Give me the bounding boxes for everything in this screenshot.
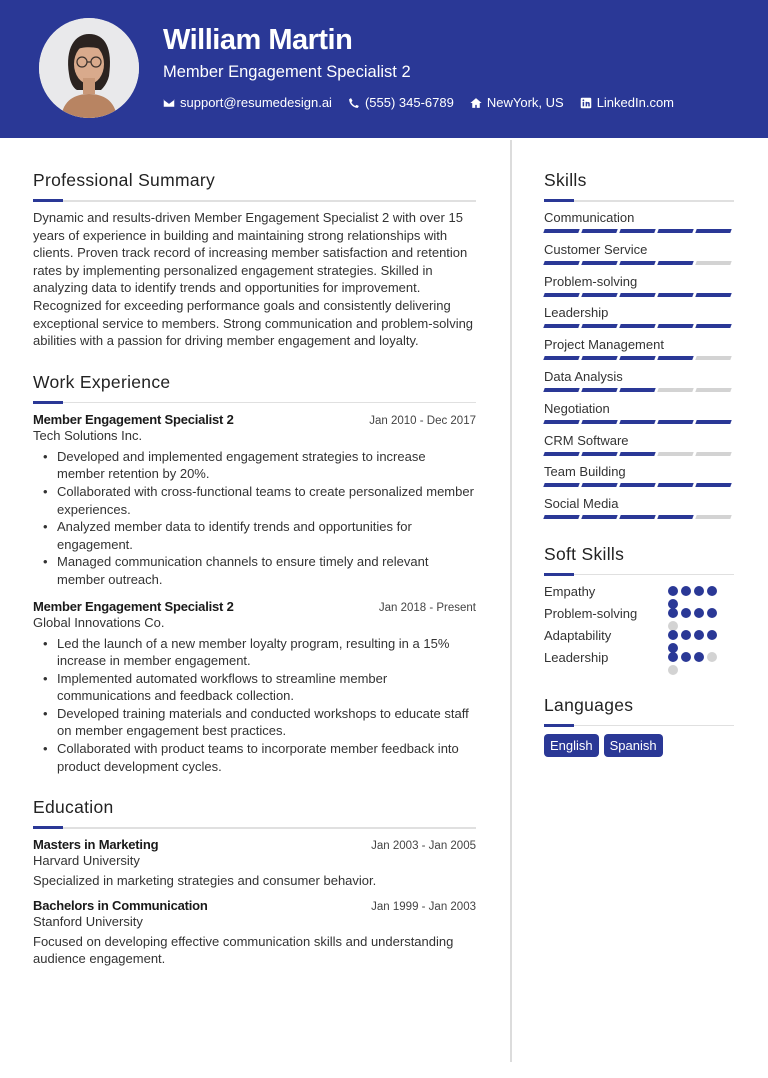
skill-level-segment [695,452,731,456]
contact-list [163,95,674,110]
skill-level-segment [657,229,693,233]
job-bullet: • Developed and implemented engagement strategies to increase member retention by 20%. [33,448,476,483]
job-title: Member Engagement Specialist 2 [33,411,234,427]
soft-skill-item [544,583,734,605]
skill-level-segment [581,324,617,328]
skill-level-bar [544,420,734,424]
skill-name: Problem-solving [544,273,638,289]
job-bullet: • Collaborated with product teams to incorporate member feedback into product development cycles. [33,740,476,775]
candidate-name: William Martin [163,24,353,56]
languages-list [544,734,734,757]
skill-level-segment [657,420,693,424]
skill-item [544,241,734,273]
section-title: Education [33,797,114,818]
skill-name: Social Media [544,496,619,512]
education-entry [33,837,476,890]
skill-level-segment [619,420,655,424]
soft-skill-item [544,627,734,649]
skill-level-segment [619,452,655,456]
rating-dot-icon [681,652,691,662]
language-tag: Spanish [604,734,663,757]
summary-section [33,170,476,350]
job-entry [33,412,476,589]
skill-level-segment [543,483,579,487]
school-name: Harvard University [33,853,140,869]
skill-level-segment [543,452,579,456]
education-section [33,797,476,968]
section-underline [33,199,476,202]
skill-level-segment [543,388,579,392]
skill-level-bar [544,452,734,456]
contact-email[interactable] [163,95,332,110]
job-date: Jan 2010 - Dec 2017 [369,414,476,427]
skill-name: Customer Service [544,241,648,257]
skill-level-segment [581,229,617,233]
section-underline [544,724,734,727]
degree-title: Bachelors in Communication [33,897,208,913]
skill-level-segment [657,483,693,487]
skill-level-segment [581,483,617,487]
skill-level-segment [695,229,731,233]
job-title: Member Engagement Specialist 2 [33,598,234,614]
skill-level-segment [543,356,579,360]
contact-email-text: support@resumedesign.ai [180,95,332,110]
skill-level-segment [619,324,655,328]
skill-level-bar [544,293,734,297]
contact-location [470,95,564,110]
job-bullet: • Managed communication channels to ensure timely and relevant member outreach. [33,553,476,588]
skills-section [544,170,734,527]
soft-skill-name: Problem-solving [544,605,638,621]
home-icon [470,97,482,109]
rating-dot-icon [681,630,691,640]
rating-dot-icon [694,586,704,596]
phone-icon [348,97,360,109]
skill-level-bar [544,261,734,265]
school-name: Stanford University [33,913,143,929]
skill-level-segment [695,388,731,392]
job-bullet: • Implemented automated workflows to streamline member communications and feedback collection. [33,670,476,705]
section-title: Languages [544,694,634,715]
envelope-icon [163,97,175,109]
job-date: Jan 2018 - Present [378,601,476,614]
skill-name: Leadership [544,305,609,321]
skill-name: CRM Software [544,432,629,448]
main-column [33,170,476,976]
skill-level-segment [581,515,617,519]
linkedin-icon [580,97,592,109]
skill-item [544,432,734,464]
rating-dot-icon [668,608,678,618]
avatar-illustration [39,18,139,118]
soft-skill-item [544,605,734,627]
skill-level-segment [619,356,655,360]
skill-level-segment [657,293,693,297]
skill-level-segment [657,388,693,392]
skill-level-segment [543,229,579,233]
skill-level-segment [581,420,617,424]
education-description: Specialized in marketing strategies and consumer behavior. [33,873,377,889]
summary-text: Dynamic and results-driven Member Engagement Specialist 2 with over 15 years of experience in building and maintaining strong relationships with clients. Proven track record of increasing member satisfaction and retention rates by implementing personalized engagement strategies. Skilled in analyzing data to identify trends and opportunities for improvement. Recognized for exceeding performance goals and consistently delivering exceptional service to members. Strong communication and problem-solving abilities with a passion for driving member engagement and loyalty. [33,210,474,349]
soft-skill-name: Adaptability [544,627,612,643]
skill-level-bar [544,483,734,487]
job-bullet: • Analyzed member data to identify trends and opportunities for engagement. [33,518,476,553]
skill-level-segment [619,483,655,487]
skill-level-segment [695,420,731,424]
skill-level-segment [695,356,731,360]
job-entry [33,599,476,776]
education-date: Jan 1999 - Jan 2003 [371,900,476,913]
soft-skill-item [544,649,734,671]
section-underline [33,826,476,829]
section-title: Skills [544,170,587,190]
section-title: Work Experience [33,371,171,392]
skill-item [544,368,734,400]
soft-skill-name: Empathy [544,583,596,599]
skill-level-segment [657,261,693,265]
skill-level-segment [657,356,693,360]
skills-list [544,209,734,527]
skill-level-bar [544,324,734,328]
rating-dot-icon [707,630,717,640]
profile-photo [39,18,139,118]
skill-level-bar [544,356,734,360]
job-company: Tech Solutions Inc. [33,427,143,443]
job-company: Global Innovations Co. [33,614,165,630]
job-bullet: • Developed training materials and conducted workshops to educate staff on member engagement best practices. [33,705,476,740]
skill-level-segment [619,293,655,297]
skill-level-segment [581,452,617,456]
skill-level-segment [581,261,617,265]
rating-dot-icon [668,652,678,662]
skill-name: Project Management [544,337,664,353]
skill-item [544,336,734,368]
skill-level-segment [695,261,731,265]
rating-dot-icon [668,586,678,596]
section-title: Soft Skills [544,543,625,564]
contact-linkedin-text: LinkedIn.com [596,95,675,110]
education-entry [33,898,476,968]
contact-phone[interactable] [348,95,454,110]
section-underline [544,573,734,576]
candidate-title: Member Engagement Specialist 2 [163,63,411,81]
skill-level-bar [544,388,734,392]
skill-level-segment [581,388,617,392]
contact-phone-text: (555) 345-6789 [364,95,454,110]
skill-item [544,495,734,527]
skill-item [544,304,734,336]
skill-level-bar [544,515,734,519]
skill-level-segment [619,515,655,519]
skill-name: Team Building [544,464,626,480]
skill-level-segment [657,324,693,328]
skill-name: Communication [544,210,635,225]
soft-skill-name: Leadership [544,649,609,665]
skill-name: Data Analysis [544,368,623,384]
skill-level-segment [695,293,731,297]
skill-item [544,400,734,432]
rating-dot-icon [707,608,717,618]
soft-skill-rating [668,652,720,675]
skill-level-segment [657,452,693,456]
skill-level-segment [581,356,617,360]
education-description: Focused on developing effective communication skills and understanding audience engagement. [33,933,454,967]
skill-level-segment [619,229,655,233]
skill-level-segment [695,515,731,519]
skill-level-segment [543,420,579,424]
skill-level-segment [695,324,731,328]
skill-level-segment [543,324,579,328]
rating-dot-icon [694,630,704,640]
skill-level-segment [581,293,617,297]
skill-item [544,463,734,495]
experience-section [33,372,476,776]
section-underline [544,199,734,202]
rating-dot-icon [668,665,678,675]
section-title: Professional Summary [33,170,216,190]
job-bullets [33,635,476,776]
contact-location-text: NewYork, US [486,95,564,110]
rating-dot-icon [694,608,704,618]
sidebar-column [544,170,734,757]
skill-level-segment [657,515,693,519]
section-underline [33,401,476,404]
rating-dot-icon [707,652,717,662]
skill-level-segment [543,515,579,519]
resume-header [0,0,768,138]
skill-name: Negotiation [544,400,610,416]
education-date: Jan 2003 - Jan 2005 [371,840,476,853]
soft-skills-list [544,583,734,671]
soft-skills-section [544,544,734,671]
degree-title: Masters in Marketing [33,837,159,853]
languages-section [544,695,734,757]
skill-level-segment [543,261,579,265]
skill-item [544,273,734,305]
rating-dot-icon [694,652,704,662]
skill-item [544,209,734,241]
rating-dot-icon [707,586,717,596]
skill-level-segment [695,483,731,487]
skill-level-bar [544,229,734,233]
job-bullet: • Collaborated with cross-functional teams to create personalized member experiences. [33,483,476,518]
rating-dot-icon [681,586,691,596]
skill-level-segment [619,388,655,392]
skill-level-segment [619,261,655,265]
job-bullets [33,448,476,589]
skill-level-segment [543,293,579,297]
job-bullet: • Led the launch of a new member loyalty program, resulting in a 15% increase in member engagement. [33,635,476,670]
rating-dot-icon [681,608,691,618]
rating-dot-icon [668,630,678,640]
contact-linkedin[interactable] [580,95,674,110]
language-tag: English [544,734,599,757]
column-divider [510,140,512,1062]
